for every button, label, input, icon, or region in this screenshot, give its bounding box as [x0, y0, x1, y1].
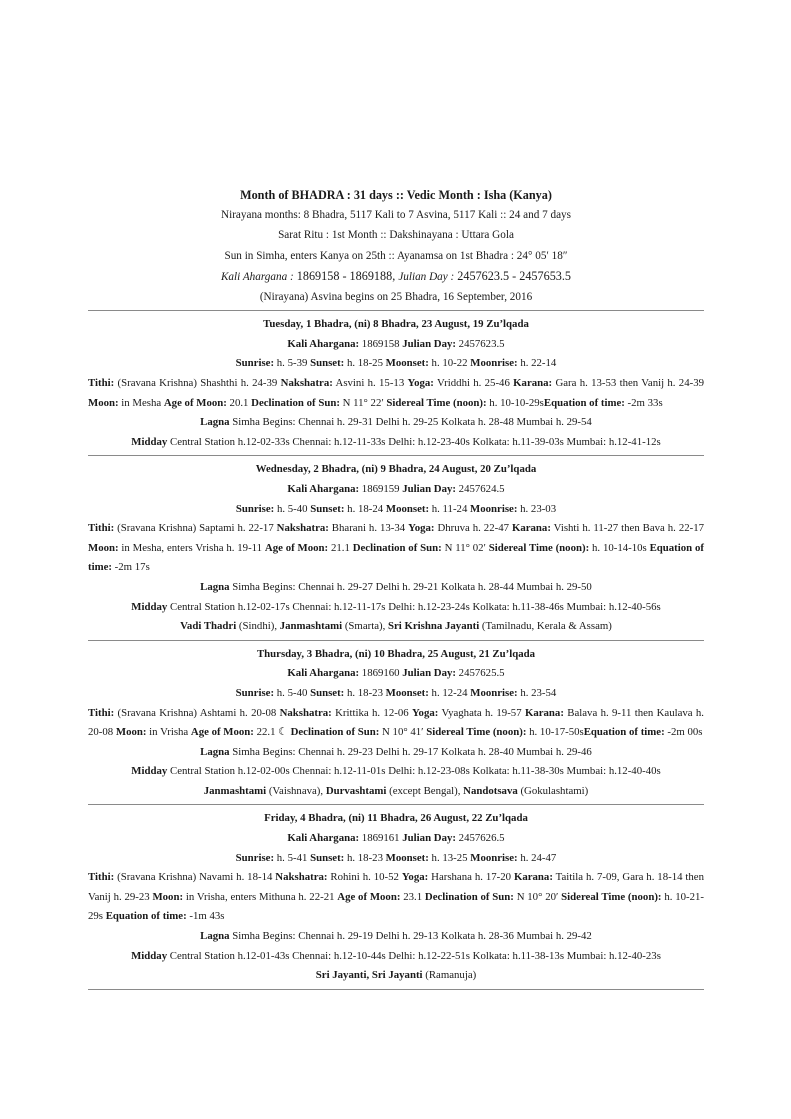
- nakshatra-label: Nakshatra:: [275, 871, 328, 884]
- festivals-line: [88, 966, 704, 986]
- lagna-label: Lagna: [200, 580, 230, 593]
- lagna-line: [88, 743, 704, 763]
- julian-label: Julian Day:: [402, 667, 456, 680]
- sunset-label: Sunset:: [310, 851, 345, 864]
- ritu-line: Sarat Ritu : 1st Month :: Dakshinayana : Uttara Gola: [278, 229, 514, 242]
- festivals-line: [88, 617, 704, 637]
- equation-of-time-label: Equation of time:: [88, 541, 704, 574]
- sunrise-label: Sunrise:: [235, 851, 275, 864]
- yoga-label: Yoga:: [407, 377, 434, 389]
- julian-value: 2457623.5: [455, 337, 505, 350]
- day-title: Friday, 4 Bhadra, (ni) 11 Bhadra, 26 August, 22 Zu’lqada: [264, 812, 528, 825]
- sun-moon-times-line: [88, 684, 704, 704]
- midday-label: Midday: [131, 949, 168, 962]
- julian-value: 2457625.5: [455, 667, 505, 680]
- day-entry-divider: [88, 804, 704, 805]
- ahargana-line: [88, 480, 704, 500]
- midday-label: Midday: [131, 600, 168, 613]
- age-of-moon-label: Age of Moon:: [163, 396, 227, 409]
- sunrise-label: Sunrise:: [235, 357, 275, 370]
- ahargana-line: [88, 335, 704, 355]
- sidereal-time-value: h. 10-14-10s: [589, 541, 650, 554]
- midday-line: [88, 433, 704, 453]
- yoga-value: Harshana h. 17-20: [428, 871, 514, 884]
- festival-note: (Vaishnava),: [266, 784, 326, 797]
- tithi-value: (Sravana Krishna) Ashtami h. 20-08: [114, 706, 280, 719]
- midday-value: Central Station h.12-01-43s Chennai: h.12-10-44s Delhi: h.12-22-51s Kolkata: h.11-38-13s Mumbai: h.12-40-23s: [167, 949, 661, 962]
- declination-label: Declination of Sun:: [424, 890, 514, 903]
- julian-label: Julian Day:: [402, 482, 456, 495]
- lagna-label: Lagna: [200, 930, 230, 943]
- julian-label: Julian Day:: [402, 832, 456, 845]
- tithi-label: Tithi:: [88, 377, 115, 389]
- julian-label: Julian Day:: [402, 337, 456, 350]
- sidereal-time-value: h. 10-17-50s: [526, 726, 584, 739]
- equation-of-time-label: Equation of time:: [105, 910, 187, 923]
- tithi-value: (Sravana Krishna) Saptami h. 22-17: [114, 522, 277, 535]
- day-entry-divider: [88, 455, 704, 456]
- moon-value: in Vrisha, enters Mithuna h. 22-21: [183, 890, 338, 903]
- bottom-divider: [88, 989, 704, 990]
- karana-label: Karana:: [524, 706, 564, 719]
- moonset-label: Moonset:: [385, 357, 429, 370]
- lagna-label: Lagna: [200, 745, 230, 758]
- sun-ayanamsa-line: Sun in Simha, enters Kanya on 25th :: Ayanamsa on 1st Bhadra : 24° 05′ 18″: [224, 249, 568, 262]
- lagna-line: [88, 927, 704, 947]
- moonrise-value: h. 23-54: [517, 686, 557, 699]
- moonrise-label: Moonrise:: [470, 357, 518, 370]
- ahargana-julian-line: [88, 266, 704, 287]
- festival-note: (Tamilnadu, Kerala & Assam): [479, 620, 612, 633]
- festival-note: (Sindhi),: [236, 620, 280, 633]
- karana-label: Karana:: [511, 522, 551, 535]
- moonset-value: h. 13-25: [428, 851, 471, 864]
- moon-label: Moon:: [88, 396, 119, 409]
- midday-label: Midday: [131, 435, 168, 448]
- kali-value: 1869160: [359, 667, 403, 680]
- sidereal-time-label: Sidereal Time (noon):: [561, 890, 662, 903]
- sunset-value: h. 18-24: [344, 502, 386, 515]
- moonrise-value: h. 22-14: [517, 357, 557, 370]
- festival-name: Vadi Thadri: [180, 620, 237, 633]
- day-entry-divider: [88, 640, 704, 641]
- midday-label: Midday: [131, 765, 168, 778]
- day-title: Thursday, 3 Bhadra, (ni) 10 Bhadra, 25 August, 21 Zu’lqada: [256, 647, 536, 660]
- age-of-moon-label: Age of Moon:: [190, 726, 254, 739]
- declination-label: Declination of Sun:: [251, 396, 340, 409]
- kali-label: Kali Ahargana:: [287, 482, 360, 495]
- tithi-label: Tithi:: [88, 522, 115, 535]
- moon-value: in Mesha: [118, 396, 164, 409]
- sunrise-value: h. 5-40: [274, 502, 311, 515]
- kali-value: 1869159: [359, 482, 403, 495]
- sun-moon-times-line: [88, 354, 704, 374]
- moonset-value: h. 10-22: [428, 357, 471, 370]
- festival-name: Janmashtami: [203, 784, 267, 797]
- kali-label: Kali Ahargana:: [287, 667, 360, 680]
- yoga-label: Yoga:: [401, 871, 429, 884]
- sunset-value: h. 18-23: [344, 851, 386, 864]
- sidereal-time-label: Sidereal Time (noon):: [426, 726, 527, 739]
- yoga-value: Vriddhi h. 25-46: [433, 377, 514, 389]
- month-header: [88, 185, 704, 307]
- julian-value: 2457626.5: [455, 832, 505, 845]
- ahargana-line: [88, 829, 704, 849]
- julian-day-label: Julian Day :: [398, 270, 455, 283]
- festival-name: Durvashtami: [325, 784, 387, 797]
- festival-note: (Ramanuja): [422, 969, 477, 982]
- panchanga-paragraph: [88, 704, 704, 743]
- moonset-label: Moonset:: [385, 851, 429, 864]
- julian-value: 2457624.5: [455, 482, 505, 495]
- nirayana-months-line: Nirayana months: 8 Bhadra, 5117 Kali to 7 Asvina, 5117 Kali :: 24 and 7 days: [221, 209, 571, 222]
- midday-value: Central Station h.12-02-33s Chennai: h.12-11-33s Delhi: h.12-23-40s Kolkata: h.11-39-03s Mumbai: h.12-41-12s: [167, 435, 661, 448]
- asvina-begins-line: (Nirayana) Asvina begins on 25 Bhadra, 16 September, 2016: [259, 291, 533, 304]
- festival-name: Sri Krishna Jayanti: [388, 620, 480, 633]
- panchanga-paragraph: [88, 868, 704, 927]
- moonrise-value: h. 24-47: [517, 851, 557, 864]
- tithi-value: (Sravana Krishna) Navami h. 18-14: [114, 871, 276, 884]
- sunset-value: h. 18-25: [344, 357, 386, 370]
- festivals-line: [88, 782, 704, 802]
- midday-line: [88, 598, 704, 618]
- moon-label: Moon:: [88, 541, 119, 554]
- lagna-value: Simha Begins: Chennai h. 29-31 Delhi h. 29-25 Kolkata h. 28-48 Mumbai h. 29-54: [229, 416, 592, 429]
- sunset-label: Sunset:: [310, 686, 345, 699]
- kali-ahargana-range: 1869158 - 1869188,: [293, 268, 399, 283]
- festival-note: (except Bengal),: [386, 784, 464, 797]
- kali-label: Kali Ahargana:: [287, 337, 360, 350]
- tithi-value: (Sravana Krishna) Shashthi h. 24-39: [114, 377, 281, 389]
- karana-value: Taitila h. 7-09, Gara h. 18-14 then Vanij h. 29-23: [88, 871, 704, 903]
- sunrise-label: Sunrise:: [235, 502, 275, 515]
- yoga-value: Dhruva h. 22-47: [434, 522, 512, 535]
- sun-moon-times-line: [88, 500, 704, 520]
- sunset-label: Sunset:: [310, 502, 345, 515]
- moonset-label: Moonset:: [385, 686, 429, 699]
- julian-day-range: 2457623.5 - 2457653.5: [454, 268, 572, 283]
- day-entry-divider: [88, 310, 704, 311]
- moonset-value: h. 11-24: [429, 502, 471, 515]
- karana-value: Vishti h. 11-27 then Bava h. 22-17: [550, 522, 705, 535]
- lagna-value: Simha Begins: Chennai h. 29-23 Delhi h. 29-17 Kolkata h. 28-40 Mumbai h. 29-46: [229, 745, 592, 758]
- sunrise-value: h. 5-39: [274, 357, 311, 370]
- moonset-label: Moonset:: [385, 502, 430, 515]
- karana-label: Karana:: [513, 377, 553, 389]
- sidereal-time-value: h. 10-21-29s: [88, 890, 704, 923]
- yoga-label: Yoga:: [411, 706, 439, 719]
- equation-of-time-value: -2m 00s: [664, 726, 703, 739]
- karana-label: Karana:: [513, 871, 553, 884]
- nakshatra-value: Rohini h. 10-52: [327, 871, 402, 884]
- yoga-value: Vyaghata h. 19-57: [438, 706, 525, 719]
- day-entries: [88, 310, 704, 990]
- midday-line: [88, 762, 704, 782]
- yoga-label: Yoga:: [408, 522, 435, 535]
- midday-value: Central Station h.12-02-17s Chennai: h.12-11-17s Delhi: h.12-23-24s Kolkata: h.11-38-46s Mumbai: h.12-40-56s: [167, 600, 661, 613]
- age-of-moon-label: Age of Moon:: [264, 541, 329, 554]
- tithi-label: Tithi:: [88, 871, 115, 884]
- declination-label: Declination of Sun:: [290, 726, 380, 739]
- sunset-label: Sunset:: [310, 357, 345, 370]
- age-of-moon-label: Age of Moon:: [337, 890, 401, 903]
- tithi-label: Tithi:: [88, 706, 115, 719]
- moonset-value: h. 12-24: [428, 686, 471, 699]
- festival-note: (Smarta),: [342, 620, 388, 633]
- karana-value: Balava h. 9-11 then Kaulava h. 20-08: [88, 706, 705, 739]
- sun-moon-times-line: [88, 849, 704, 869]
- kali-value: 1869158: [359, 337, 403, 350]
- kali-label: Kali Ahargana:: [287, 832, 360, 845]
- declination-value: N 11° 22′: [339, 396, 387, 409]
- sunrise-value: h. 5-41: [274, 851, 311, 864]
- panchanga-paragraph: [88, 519, 704, 578]
- sidereal-time-value: h. 10-10-29s: [486, 396, 544, 409]
- kali-ahargana-label: Kali Ahargana :: [220, 270, 294, 283]
- karana-value: Gara h. 13-53 then Vanij h. 24-39: [552, 377, 704, 389]
- ahargana-line: [88, 664, 704, 684]
- equation-of-time-label: Equation of time:: [543, 396, 625, 409]
- lagna-value: Simha Begins: Chennai h. 29-27 Delhi h. 29-21 Kolkata h. 28-44 Mumbai h. 29-50: [229, 580, 592, 593]
- day-entry: [88, 315, 704, 452]
- equation-of-time-value: -2m 33s: [624, 396, 663, 409]
- calendar-page: [88, 185, 704, 994]
- kali-value: 1869161: [359, 832, 403, 845]
- declination-value: N 10° 20′: [513, 890, 562, 903]
- moonrise-label: Moonrise:: [470, 851, 518, 864]
- sunrise-value: h. 5-40: [274, 686, 311, 699]
- nakshatra-value: Krittika h. 12-06: [331, 706, 412, 719]
- equation-of-time-label: Equation of time:: [583, 726, 665, 739]
- day-title: Tuesday, 1 Bhadra, (ni) 8 Bhadra, 23 August, 19 Zu’lqada: [263, 318, 529, 331]
- age-of-moon-value: 21.1: [328, 541, 353, 554]
- month-title: Month of BHADRA : 31 days :: Vedic Month : Isha (Kanya): [240, 188, 552, 202]
- age-of-moon-value: 22.1 ☾: [253, 726, 291, 739]
- moonrise-label: Moonrise:: [470, 502, 518, 515]
- moonrise-label: Moonrise:: [470, 686, 518, 699]
- festival-name: Nandotsava: [463, 784, 518, 797]
- festival-name: Sri Jayanti, Sri Jayanti: [315, 969, 423, 982]
- age-of-moon-value: 20.1: [226, 396, 252, 409]
- equation-of-time-value: -2m 17s: [111, 561, 150, 574]
- panchanga-paragraph: [88, 374, 704, 413]
- midday-line: [88, 947, 704, 967]
- lagna-value: Simha Begins: Chennai h. 29-19 Delhi h. 29-13 Kolkata h. 28-36 Mumbai h. 29-42: [229, 930, 592, 943]
- midday-value: Central Station h.12-02-00s Chennai: h.12-11-01s Delhi: h.12-23-08s Kolkata: h.11-38-30s Mumbai: h.12-40-40s: [167, 765, 661, 778]
- age-of-moon-value: 23.1: [400, 890, 425, 903]
- lagna-label: Lagna: [200, 416, 230, 429]
- moon-label: Moon:: [115, 726, 147, 739]
- moon-label: Moon:: [152, 890, 184, 903]
- day-entry: [88, 809, 704, 985]
- sidereal-time-label: Sidereal Time (noon):: [488, 541, 590, 554]
- festival-note: (Gokulashtami): [517, 784, 589, 797]
- lagna-line: [88, 578, 704, 598]
- lagna-line: [88, 413, 704, 433]
- declination-value: N 11° 02′: [441, 541, 489, 554]
- declination-label: Declination of Sun:: [352, 541, 442, 554]
- equation-of-time-value: -1m 43s: [186, 910, 225, 923]
- nakshatra-value: Bharani h. 13-34: [328, 522, 409, 535]
- nakshatra-label: Nakshatra:: [279, 706, 332, 719]
- day-entry: [88, 460, 704, 636]
- nakshatra-label: Nakshatra:: [276, 522, 329, 535]
- day-title: Wednesday, 2 Bhadra, (ni) 9 Bhadra, 24 August, 20 Zu’lqada: [255, 463, 537, 476]
- moon-value: in Vrisha: [146, 726, 191, 739]
- nakshatra-label: Nakshatra:: [280, 377, 333, 389]
- day-entry: [88, 645, 704, 802]
- moon-value: in Mesha, enters Vrisha h. 19-11: [118, 541, 265, 554]
- declination-value: N 10° 41′: [379, 726, 427, 739]
- sunrise-label: Sunrise:: [235, 686, 275, 699]
- sidereal-time-label: Sidereal Time (noon):: [386, 396, 487, 409]
- moonrise-value: h. 23-03: [517, 502, 557, 515]
- sunset-value: h. 18-23: [344, 686, 386, 699]
- nakshatra-value: Asvini h. 15-13: [332, 377, 408, 389]
- festival-name: Janmashtami: [279, 620, 343, 633]
